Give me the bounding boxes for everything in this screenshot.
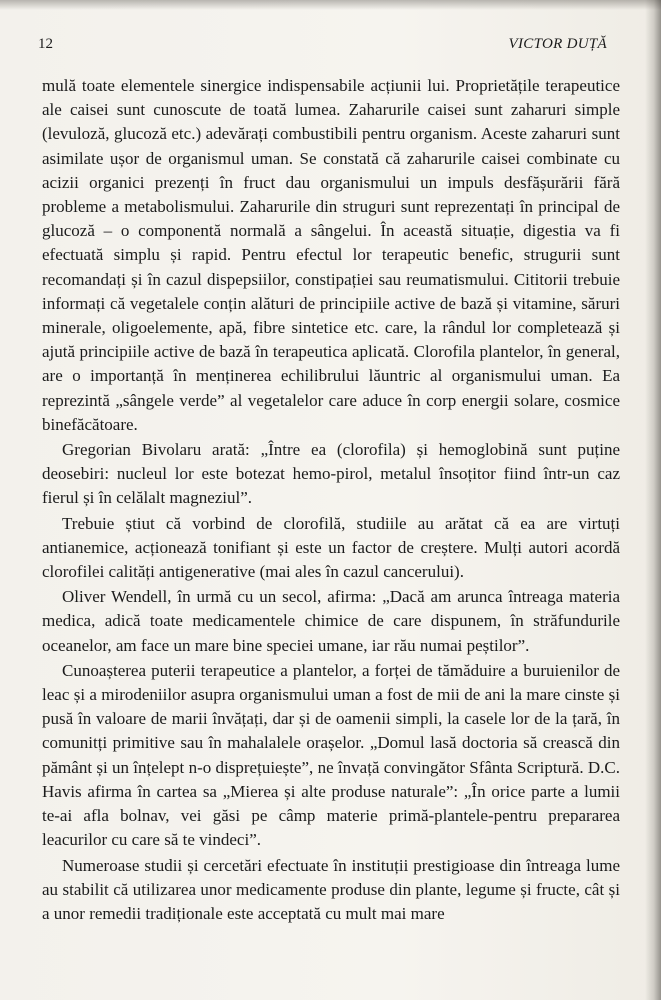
page-header xyxy=(38,36,607,56)
page-top-shadow xyxy=(0,0,661,10)
paragraph-wendell: Oliver Wendell, în urmă cu un secol, afirma: „Dacă am arunca întreaga materia medica, adică toate medicamentele chimice de care dispunem, în străfundurile oceanelor, am face un mare bine speciei umane, iar rău numai peștilor”. xyxy=(42,587,620,655)
paragraph-bivolaru: Gregorian Bivolaru arată: „Între ea (clorofila) și hemoglobină sunt puține deosebiri: nucleul lor este botezat hemo-pirol, metalul însoțitor fiind într-un caz fierul și în celălalt magneziul”. xyxy=(42,440,620,508)
paragraph-plant-knowledge: Cunoașterea puterii terapeutice a plantelor, a forței de tămăduire a buruienilor de leac și a mirodeniilor asupra organismului uman a fost de mii de ani la mare cinste și pusă în valoare de marii învățați, dar și de oamenii simpli, la casele lor de la țară, în comunitți primitive sau în mahalalele orașelor. „Domul lasă doctoria să crească din pământ și un înțelept n-o disprețuiește”, ne învață convingător Sfânta Scriptură. D.C. Havis afirma în cartea sa „Mierea și alte produse naturale”: „În orice parte a lumii te-ai afla bolnav, vei găsi pe câmp materie primă-plantele-pentru prepararea leacurilor cu care să te vindeci”. xyxy=(42,660,620,850)
running-head-author: VICTOR DUȚĂ xyxy=(508,36,607,52)
paragraph-continued: mulă toate elementele sinergice indispensabile acțiunii lui. Proprietățile terapeutice ale caisei sunt cunoscute de toată lumea. Zaharurile caisei sunt zaharuri simple (levuloză, glucoză etc.) adevărați combustibili pentru organism. Aceste zaharuri sunt asimilate ușor de organismul uman. Se constată că zaharurile caisei combinate cu acizii organici prezenți în fruct dau organismului un impuls desfășurării fără probleme a metabolismului. Zaharurile din struguri sunt reprezentați în principal de glucoză – o componentă normală a sângelui. În această situație, digestia va fi efectuată simplu și rapid. Pentru efectul lor terapeutic benefic, strugurii sunt recomandați și în cazul dispepsiilor, constipației sau reumatismului. Cititorii trebuie informați că vegetalele conțin alături de principiile active de bază și vitamine, săruri minerale, oligoelemente, apă, fibre sintetice etc. care, la rândul lor completează și ajută principiile active de bază în terapeutica aplicată. Clorofila plantelor, în general, are o importanță în menținerea echilibrului lăuntric al organismului uman. Ea reprezintă „sângele verde” al vegetalelor care aduce în corp energii solare, cosmice binefăcătoare. xyxy=(42,76,620,434)
page-number: 12 xyxy=(38,36,53,52)
paragraph-studies: Numeroase studii și cercetări efectuate în instituții prestigioase din întreaga lume au stabilit că utilizarea unor medicamente produse din plante, legume și fructe, cât și a unor remedii tradiționale este acceptată cu mult mai mare xyxy=(42,855,620,923)
page-binding-shadow xyxy=(645,0,661,1000)
body-text xyxy=(42,74,620,926)
paragraph-chlorophyll: Trebuie știut că vorbind de clorofilă, studiile au arătat că ea are virtuți antianemice, acționează tonifiant și este un factor de creștere. Mulți autori acordă clorofilei calități antigenerative (mai ales în cazul cancerului). xyxy=(42,513,620,582)
